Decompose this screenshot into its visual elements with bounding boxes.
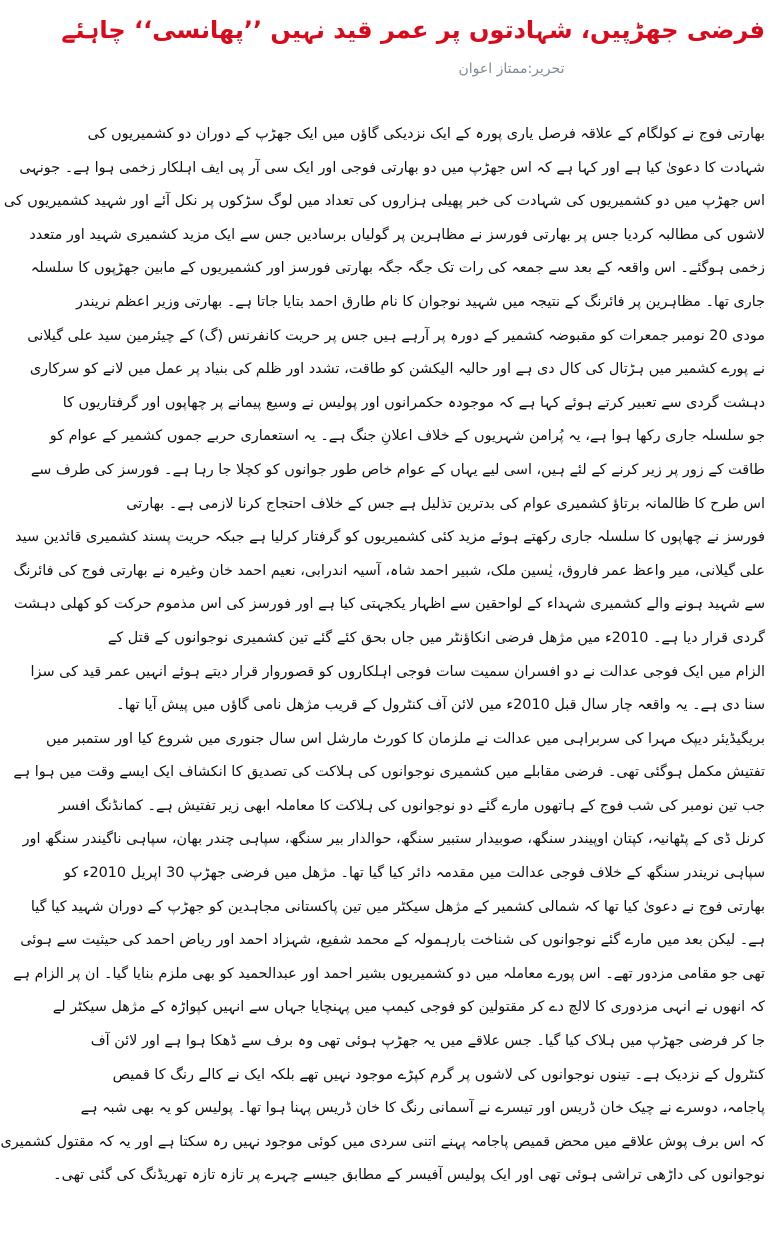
body-line: مودی 20 نومبر جمعرات کو مقبوضہ کشمیر کے دورہ پر آرہے ہیں جس پر حریت کانفرنس (گ) کے چیئرمین سید علی گیلانی [27,327,765,344]
body-line: سنا دی ہے۔ یہ واقعہ چار سال قبل 2010ء میں لائن آف کنٹرول کے قریب مژھل نامی گاؤں میں پیش آیا تھا۔ [116,697,765,714]
body-line: کہ انھوں نے انہی مزدوری کا لالچ دے کر مقتولین کو فوجی کیمپ میں پہنچایا جہاں سے انہیں کپواڑہ کے مژھل سیکٹر لے [52,999,765,1016]
body-line: گردی قرار دیا ہے۔ 2010ء میں مژھل فرضی انکاؤنٹر میں جاں بحق کئے گئے تین کشمیری نوجوانوں کے قتل کے [107,629,765,646]
body-line: طاقت کے زور پر زیر کرنے کے لئے ہیں، اسی لیے یہاں کے عوام خاص طور جوانوں کو کچلا جا رہا ہے۔ فورسز کی طرف سے [30,461,765,478]
body-line: سپاہی نریندر سنگھ کے خلاف فوجی عدالت میں مقدمہ دائر کیا گیا تھا۔ مژھل میں فرضی جھڑپ 30 اپریل 2010ء کو [63,865,765,882]
body-line: زخمی ہوگئے۔ اس واقعہ کے بعد سے جمعہ کی رات تک جگہ جگہ بھارتی فورسز اور کشمیریوں کے مابین جھڑپوں کا سلسلہ [30,260,765,277]
body-line: ہے۔ لیکن بعد میں مارے گئے نوجوانوں کی شناخت بارہمولہ کے محمد شفیع، شہزاد احمد اور ریاض احمد کی حیثیت سے ہوئی [20,932,765,949]
body-line: تفتیش مکمل ہوگئی تھی۔ فرضی مقابلے میں کشمیری نوجوانوں کی ہلاکت کی تصدیق کا انکشاف ایک ایسے وقت میں ہوا ہے [13,764,765,781]
body-line: پاجامہ، دوسرے نے چیک خان ڈریس اور تیسرے نے آسمانی رنگ کا خان ڈریس پہنا ہوا تھا۔ پولیس کو یہ بھی شبہ ہے [80,1100,765,1117]
article-body [0,118,765,1193]
body-line: بھارتی فوج نے کولگام کے علاقہ فرصل یاری پورہ کے ایک نزدیکی گاؤں میں ایک جھڑپ کے دوران دو کشمیریوں کی [87,126,765,142]
body-line: اس جھڑپ میں دو کشمیریوں کی شہادت کی خبر پھیلی ہزاروں کی تعداد میں لوگ سڑکوں پر نکل آئے اور شہید کشمیریوں کی [3,193,765,210]
body-line: جاری تھا۔ مظاہرین پر فائرنگ کے نتیجہ میں شہید نوجوان کا نام طارق احمد بتایا جاتا ہے۔ بھارتی وزیر اعظم نریندر [75,293,765,310]
body-line: بھارتی فوج نے دعویٰ کیا تھا کہ شمالی کشمیر کے مژھل سیکٹر میں تین پاکستانی مجاہدین کو جھڑپ کے دوران شہید کیا گیا [30,898,765,915]
body-line: دہشت گردی سے تعبیر کرتے ہوئے کہا ہے کہ موجودہ حکمرانوں اور پولیس نے وسیع پیمانے پر چھاپوں اور گرفتاریوں کا [62,394,765,411]
body-line: جب تین نومبر کی شب فوج کے ہاتھوں مارے گئے دو نوجوانوں کی ہلاکت کا معاملہ ابھی زیر تفتیش ہے۔ کمانڈنگ افسر [58,797,765,814]
body-line: الزام میں ایک فوجی عدالت نے دو افسران سمیت سات فوجی اہلکاروں کو قصوروار قرار دیتے ہوئے انہیں عمر قید کی سزا [30,663,765,680]
body-line: سے شہید ہونے والے کشمیری شہداء کے لواحقین سے اظہار یکجہتی کیا ہے اور فورسز کی اس مذموم حرکت کو کھلی دہشت [13,596,765,613]
body-line: نوجوانوں کی داڑھی تراشی ہوئی تھی اور ایک پولیس آفیسر کے مطابق جیسے چہرے پر تازہ تازہ تھریڈنگ کی گئی تھی۔ [53,1167,765,1184]
body-line: جو سلسلہ جاری رکھا ہوا ہے، یہ پُرامن شہریوں کے خلاف اعلانِ جنگ ہے۔ یہ استعماری حربے جموں کشمیر کے عوام کو [49,428,765,445]
body-line: نے پورے کشمیر میں ہڑتال کی کال دی ہے اور حالیہ الیکشن کو طاقت، تشدد اور ظلم کی بنیاد پر عمل میں لانے کو سرکاری [29,361,765,378]
body-line: کرنل ڈی کے پٹھانیہ، کپتان اوپیندر سنگھ، صوبیدار ستبیر سنگھ، حوالدار بیر سنگھ، سپاہی چندر بھان، سپاہی ناگیندر سنگھ اور [22,831,765,848]
byline-author: ممتاز اعوان [458,61,528,77]
body-line: علی گیلانی، میر واعظ عمر فاروق، یٰسین ملک، شبیر احمد شاہ، آسیہ اندرابی، نعیم احمد خان وغیرہ نے بھارتی فوج کی فائرنگ [13,562,765,579]
body-line: شہادت کا دعویٰ کیا ہے اور کہا ہے کہ اس جھڑپ میں دو بھارتی فوجی اور ایک سی آر پی ایف اہلکار زخمی ہوا ہے۔ جونہی [19,159,765,176]
byline [258,58,765,80]
body-line: جا کر فرضی جھڑپ میں ہلاک کیا گیا۔ جس علاقے میں یہ جھڑپ ہوئی تھی وہ برف سے ڈھکا ہوا ہے اور لائن آف [90,1033,765,1050]
body-line: فورسز نے چھاپوں کا سلسلہ جاری رکھتے ہوئے مزید کئی کشمیریوں کو گرفتار کرلیا ہے جبکہ حریت پسند کشمیری قائدین سید [15,529,765,546]
body-line: تھی جو مقامی مزدور تھے۔ اس پورے معاملہ میں دو کشمیریوں بشیر احمد اور عبدالحمید کو بھی ملزم بنایا گیا۔ ان پر الزام ہے [13,965,765,982]
article-headline: فرضی جھڑپیں، شہادتوں پر عمر قید نہیں ’’پھانسی‘‘ چاہئے [61,16,765,44]
body-line: اس طرح کا ظالمانہ برتاؤ کشمیری عوام کی بدترین تذلیل ہے جس کے خلاف احتجاج کرنا لازمی ہے۔ بھارتی [126,495,765,512]
body-line: کنٹرول کے نزدیک ہے۔ تینوں نوجوانوں کی لاشوں پر گرم کپڑے موجود نہیں تھے بلکہ ایک نے کالے رنگ کا قمیص [112,1066,765,1083]
body-line: کہ اس برف پوش علاقے میں محض قمیص پاجامہ پہنے اتنی سردی میں کوئی موجود نہیں رہ سکتا ہے اور یہ کہ مقتول کشمیری [0,1133,765,1150]
byline-label: تحریر: [527,61,565,77]
body-line: لاشوں کی مطالبہ کردیا جس پر بھارتی فورسز نے مظاہرین پر گولیاں برسادیں جس سے ایک مزید کشمیری شہید اور متعدد [29,226,765,243]
body-line: بریگیڈیئر دیپک مہرا کی سربراہی میں عدالت نے ملزمان کا کورٹ مارشل اس سال جنوری میں شروع کیا اور ستمبر میں [45,730,765,747]
